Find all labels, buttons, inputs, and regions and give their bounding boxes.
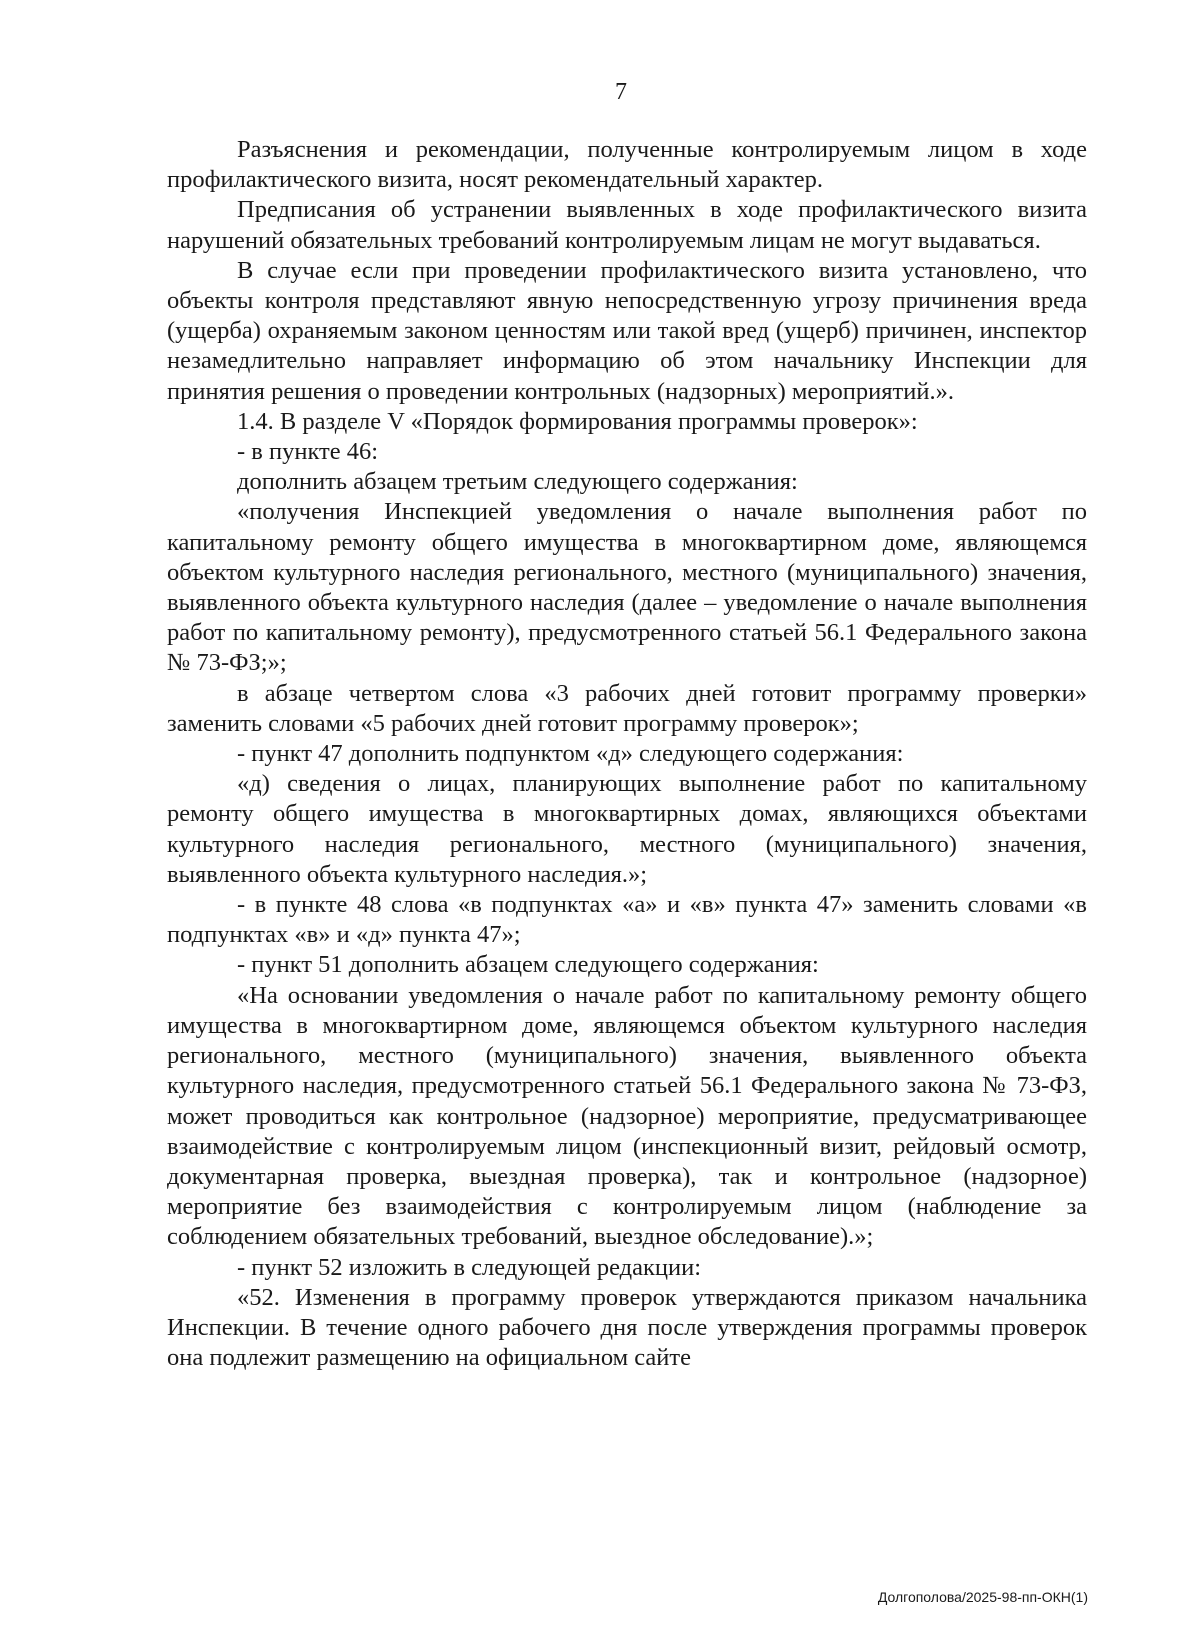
quoted-paragraph: «52. Изменения в программу проверок утверждаются приказом начальника Инспекции. В течение одного рабочего дня после утверждения программы проверок она подлежит размещению на официальном сайте [167,1283,1087,1372]
page-number: 7 [615,79,627,105]
document-footer-code: Долгополова/2025-98-пп-ОКН(1) [877,1589,1088,1605]
quoted-paragraph: «На основании уведомления о начале работ по капитальному ремонту общего имущества в многоквартирном доме, являющемся объектом культурного наследия регионального, местного (муниципального) значения, выявленного объекта культурного наследия, предусмотренного статьей 56.1 Федерального закона № 73-ФЗ, может проводиться как контрольное (надзорное) мероприятие, предусматривающее взаимодействие с контролируемым лицом (инспекционный визит, рейдовый осмотр, документарная проверка, выездная проверка), так и контрольное (надзорное) мероприятие без взаимодействия с контролируемым лицом (наблюдение за соблюдением обязательных требований, выездное обследование).»; [167,981,1087,1251]
section-heading: 1.4. В разделе V «Порядок формирования программы проверок»: [237,407,918,435]
paragraph: Разъяснения и рекомендации, полученные контролируемым лицом в ходе профилактического визита, носят рекомендательный характер. [167,136,1087,194]
paragraph: - в пункте 46: [237,438,379,466]
quoted-paragraph: «получения Инспекцией уведомления о начале выполнения работ по капитальному ремонту общего имущества в многоквартирном доме, являющемся объектом культурного наследия регионального, местного (муниципального) значения, выявленного объекта культурного наследия (далее – уведомление о начале выполнения работ по капитальному ремонту), предусмотренного статьей 56.1 Федерального закона № 73-ФЗ;»; [167,498,1087,677]
paragraph: - пункт 52 изложить в следующей редакции: [237,1253,702,1281]
document-body [167,135,1087,1373]
paragraph: - пункт 47 дополнить подпунктом «д» следующего содержания: [237,740,904,768]
quoted-paragraph: «д) сведения о лицах, планирующих выполнение работ по капитальному ремонту общего имущества в многоквартирных домах, являющихся объектами культурного наследия регионального, местного (муниципального) значения, выявленного объекта культурного наследия.»; [167,770,1087,888]
paragraph: Предписания об устранении выявленных в ходе профилактического визита нарушений обязательных требований контролируемым лицам не могут выдаваться. [167,196,1087,254]
paragraph: - пункт 51 дополнить абзацем следующего содержания: [237,951,819,979]
paragraph: дополнить абзацем третьим следующего содержания: [237,468,798,496]
paragraph: в абзаце четвертом слова «3 рабочих дней готовит программу проверки» заменить словами «5 рабочих дней готовит программу проверок»; [167,679,1087,737]
paragraph: В случае если при проведении профилактического визита установлено, что объекты контроля представляют явную непосредственную угрозу причинения вреда (ущерба) охраняемым законом ценностям или такой вред (ущерб) причинен, инспектор незамедлительно направляет информацию об этом начальнику Инспекции для принятия решения о проведении контрольных (надзорных) мероприятий.». [167,256,1087,405]
paragraph: - в пункте 48 слова «в подпунктах «а» и «в» пункта 47» заменить словами «в подпунктах «в» и «д» пункта 47»; [167,891,1087,949]
